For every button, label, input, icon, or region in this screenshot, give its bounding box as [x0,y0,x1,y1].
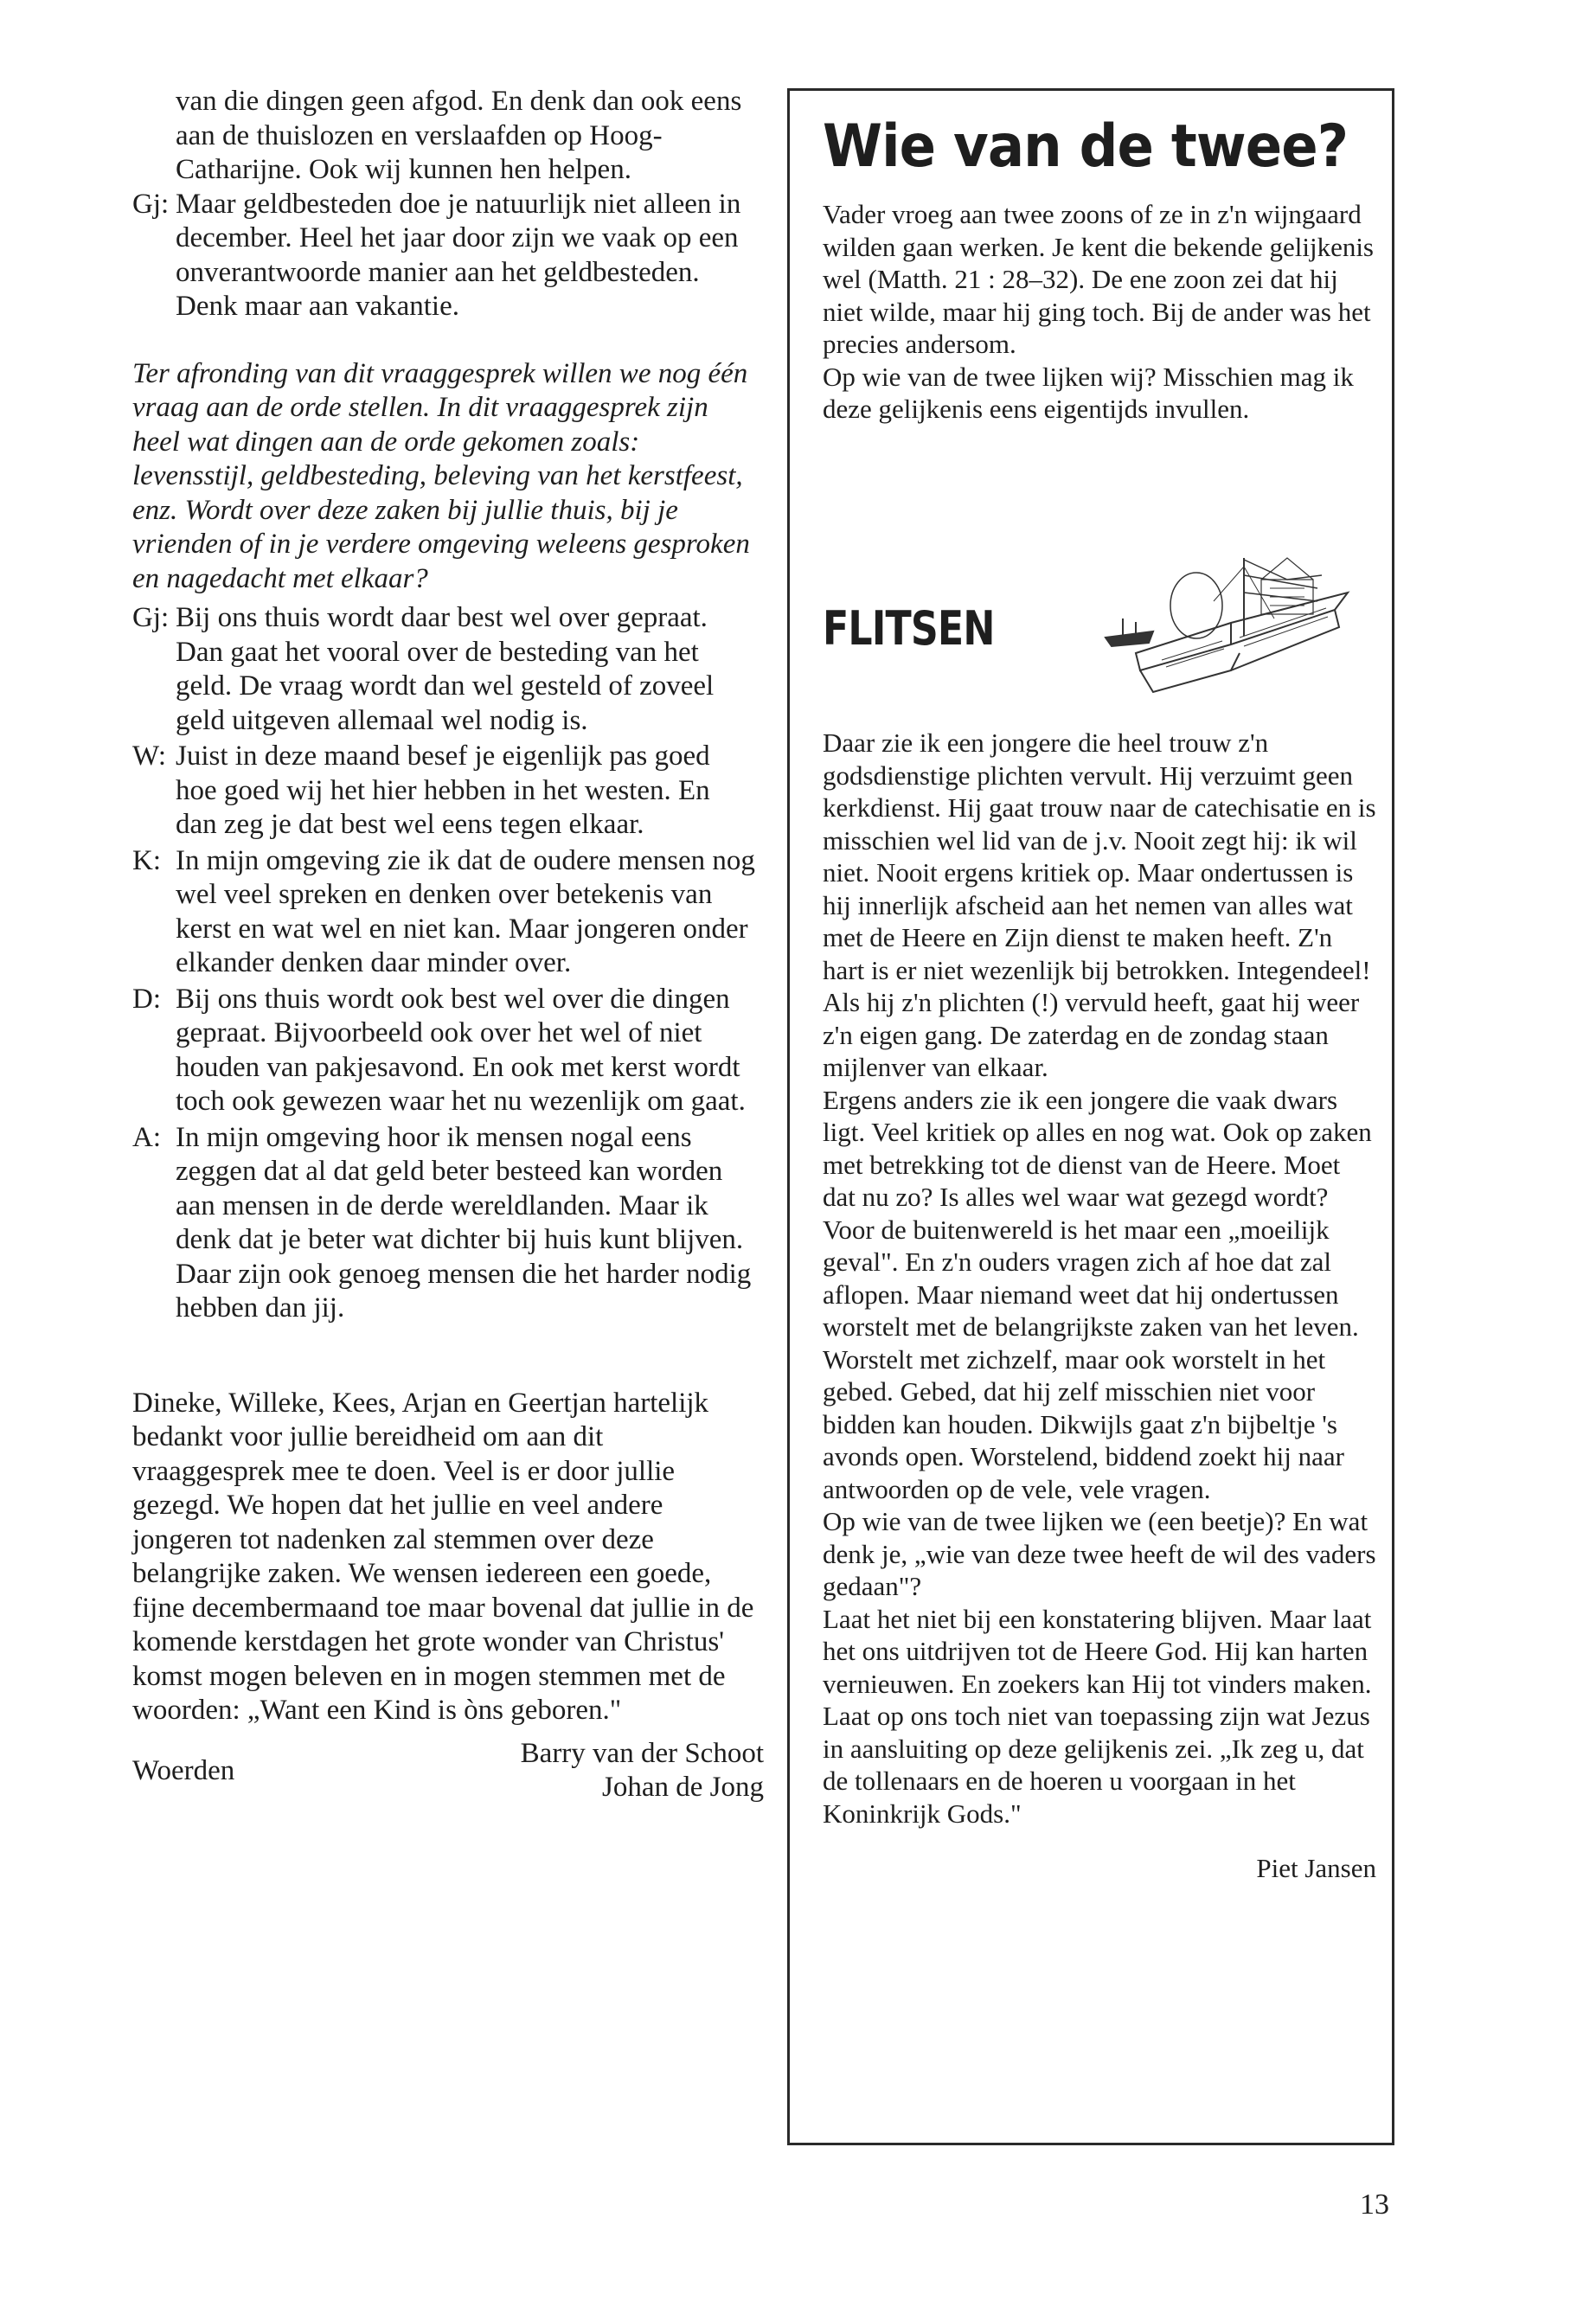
dialogue-entry [132,188,755,324]
box-author: Piet Jansen [1256,1853,1376,1883]
page-number: 13 [1360,2189,1389,2221]
open-bible-ship-illustration [1101,541,1361,705]
speaker-label: Gj: [132,188,170,220]
author-name: Johan de Jong [602,1772,764,1803]
flitsen-paragraph: Daar zie ik een jongere die heel trouw z'n godsdienstige plichten vervult. Hij verzuimt geen kerkdienst. Hij gaat trouw naar de catechisatie en is misschien wel lid van de j.v. Nooit zegt hij: ik wil niet. Nooit ergens kritiek op. Maar ondertussen is hij innerlijk afscheid aan het nemen van alles wat met de Heere en Zijn dienst te maken heeft. Z'n hart is er niet wezenlijk bij betrokken. Integendeel! Als hij z'n plichten (!) vervuld heeft, gaat hij weer z'n eigen gang. De zaterdag en de zondag staan mijlenver van elkaar. [823,727,1376,1082]
article-title: Wie van de twee? [823,112,1349,181]
dialogue-entry [132,983,755,1119]
speaker-text: In mijn omgeving hoor ik mensen nogal eens zeggen dat al dat geld beter besteed kan worden aan mensen in de derde wereldlanden. Maar ik denk dat je beter wat dichter bij huis kunt blijven. Daar zijn ook genoeg mensen die het harder nodig hebben dan jij. [176,1121,752,1324]
dialogue-entry [132,740,755,843]
author-name: Barry van der Schoot [520,1737,764,1769]
speaker-label: A: [132,1121,161,1153]
flitsen-label: FLITSEN [823,601,995,656]
speaker-label: Gj: [132,602,170,633]
speaker-text: In mijn omgeving zie ik dat de oudere mensen nog wel veel spreken en denken over betekenis van kerst en wat wel en niet kan. Maar jongeren onder elkander denken daar minder over. [176,844,755,978]
speaker-text: Bij ons thuis wordt daar best wel over gepraat. Dan gaat het vooral over de besteding van het geld. De vraag wordt dan wel gesteld of zoveel geld uitgeven allemaal wel nodig is. [176,602,715,736]
box-paragraph: Op wie van de twee lijken wij? Misschien mag ik deze gelijkenis eens eigentijds invullen. [823,361,1354,424]
dialogue-entry [132,844,755,981]
box-intro [823,108,1376,426]
speaker-label: D: [132,983,161,1015]
signature-block [132,1737,764,1815]
thanks-paragraph: Dineke, Willeke, Kees, Arjan en Geertjan hartelijk bedankt voor jullie bereidheid om aan dit vraaggesprek mee te doen. Veel is er door jullie gezegd. We hopen dat het jullie en veel andere jongeren tot nadenken zal stemmen over deze belangrijke zaken. We wensen iedereen een goede, fijne decembermaand toe maar bovenal dat jullie in de komende kerstdagen het grote wonder van Christus' komst mogen beleven en in mogen stemmen met de woorden: „Want een Kind is òns geboren." [132,1387,754,1726]
dialogue-entry [132,601,755,738]
interview-intro: van die dingen geen afgod. En denk dan ook eens aan de thuislozen en verslaafden op Hoog-Catharijne. Ook wij kunnen hen helpen. [176,86,742,185]
flitsen-box [787,88,1394,2145]
flitsen-text [823,727,1376,1885]
flitsen-paragraph: Op wie van de twee lijken we (een beetje)? En wat denk je, „wie van deze twee heeft de wil des vaders gedaan"? [823,1506,1376,1601]
speaker-label: W: [132,740,167,772]
speaker-text: Juist in deze maand besef je eigenlijk pas goed hoe goed wij het hier hebben in het westen. En dan zeg je dat best wel eens tegen elkaar. [176,740,710,840]
interview-column [132,85,764,1815]
flitsen-paragraph: Laat het niet bij een konstatering blijven. Maar laat het ons uitdrijven tot de Heere God. Hij kan harten vernieuwen. En zoekers kan Hij tot vinders maken. [823,1603,1372,1699]
flitsen-paragraph: Laat op ons toch niet van toepassing zijn wat Jezus in aansluiting op deze gelijkenis zei. „Ik zeg u, dat de tollenaars en de hoeren u voorgaan in het Koninkrijk Gods." [823,1701,1370,1829]
speaker-text: Maar geldbesteden doe je natuurlijk niet alleen in december. Heel het jaar door zijn we vaak op een onverantwoorde manier aan het geldbesteden. Denk maar aan vakantie. [176,188,741,322]
signature-authors [521,1737,764,1805]
interview-question: Ter afronding van dit vraaggesprek willen we nog één vraag aan de orde stellen. In dit vraaggesprek zijn heel wat dingen aan de orde gekomen zoals: levensstijl, geldbesteding, beleving van het kerstfeest, enz. Wordt over deze zaken bij jullie thuis, bij je vrienden of in je verdere omgeving weleens gesproken en nagedacht met elkaar? [132,357,750,594]
flitsen-header [790,541,1395,705]
dialogue-list [132,601,755,1326]
dialogue-entry [132,1121,755,1326]
box-paragraph: Vader vroeg aan twee zoons of ze in z'n wijngaard wilden gaan werken. Je kent die bekende gelijkenis wel (Matth. 21 : 28–32). De ene zoon zei dat hij niet wilde, maar hij ging toch. Bij de ander was het precies andersom. [823,199,1374,359]
signature-place: Woerden [132,1754,235,1786]
speaker-label: K: [132,844,161,876]
speaker-text: Bij ons thuis wordt ook best wel over die dingen gepraat. Bijvoorbeeld ook over het wel of niet houden van pakjesavond. En ook met kerst wordt toch ook gewezen waar het nu wezenlijk om gaat. [176,983,746,1117]
flitsen-paragraph: Ergens anders zie ik een jongere die vaak dwars ligt. Veel kritiek op alles en nog wat. Ook op zaken met betrekking tot de dienst van de Heere. Moet dat nu zo? Is alles wel waar wat gezegd wordt? Voor de buitenwereld is het maar een „moeilijk geval". En z'n ouders vragen zich af hoe dat zal aflopen. Maar niemand weet dat hij ondertussen worstelt met de belangrijkste zaken van het leven. Worstelt met zichzelf, maar ook worstelt in het gebed. Gebed, dat hij zelf misschien niet voor bidden kan houden. Dikwijls gaat z'n bijbeltje 's avonds open. Worstelend, biddend zoekt hij naar antwoorden op de vele, vele vragen. [823,1084,1372,1504]
